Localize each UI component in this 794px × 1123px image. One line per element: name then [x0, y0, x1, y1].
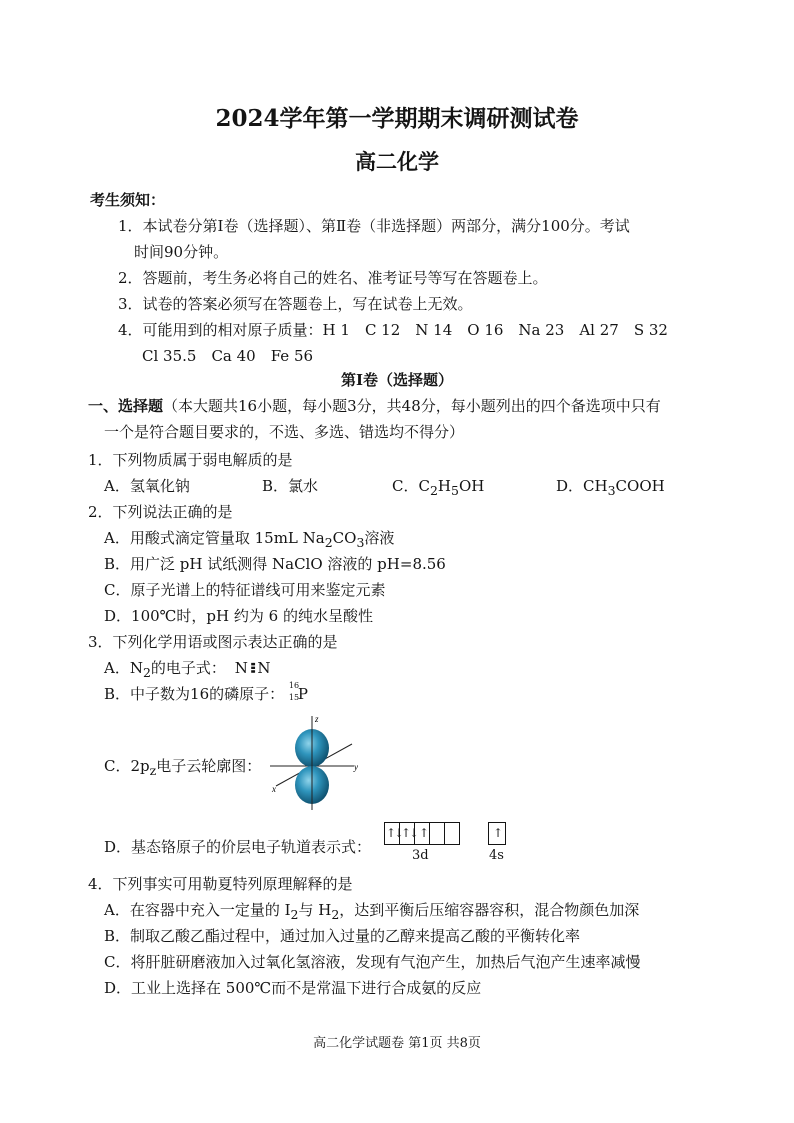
- orbital-box-3d-5: [445, 823, 460, 844]
- y-axis-label: y: [354, 762, 358, 772]
- q1-option-c: [392, 476, 484, 501]
- notice-text: 答题前，考生务必将自己的姓名、准考证号等写在答题卷上。: [142, 269, 548, 287]
- q1-c-text: OH: [458, 477, 485, 495]
- q3-a-sub: 2: [142, 665, 151, 680]
- q1-option-a: A．氢氧化钠: [104, 477, 190, 495]
- q4-stem: 4．下列事实可用勒夏特列原理解释的是: [88, 875, 353, 893]
- q3-a-text: 的电子式：: [150, 659, 226, 677]
- notice-text: 试卷的答案必须写在答题卷上，写在试卷上无效。: [142, 295, 473, 313]
- q1-d-sub: 3: [607, 483, 616, 498]
- arrow-up-down-icon: ↑↓: [401, 826, 418, 840]
- q1-c-sub: 2: [429, 483, 438, 498]
- q4-option-c: C．将肝脏研磨液加入过氧化氢溶液，发现有气泡产生，加热后气泡产生速率减慢: [104, 953, 641, 971]
- q1-d-text: D．CH: [556, 477, 608, 495]
- q1-option-b: B．氯水: [262, 477, 319, 495]
- q2-a-text: 溶液: [364, 529, 395, 547]
- notice-number: 4．: [118, 321, 143, 339]
- n2-electron-formula: [235, 659, 271, 677]
- q3-option-b: [104, 681, 311, 704]
- q3-option-a: [104, 658, 271, 683]
- q2-option-c: C．原子光谱上的特征谱线可用来鉴定元素: [104, 581, 386, 599]
- orbital-box-3d-1: [385, 823, 403, 844]
- notice-item-1: [118, 216, 630, 236]
- q2-stem: 2．下列说法正确的是: [88, 503, 233, 521]
- formula-dots: ⁝⁝: [249, 659, 254, 677]
- notice-number: 1．: [118, 217, 143, 235]
- q3-c-text: C．2p: [104, 757, 150, 775]
- q2-option-a: [104, 528, 394, 553]
- notice-item-4: [118, 320, 668, 340]
- q3-option-d: D．基态铬原子的价层电子轨道表示式：: [104, 838, 372, 856]
- notice-text: 可能用到的相对原子质量：H 1 C 12 N 14 O 16 Na 23 Al 27 S 32: [142, 321, 668, 339]
- q4-a-text: A．在容器中充入一定量的 I: [104, 901, 291, 919]
- exam-title: 2024学年第一学期期末调研测试卷: [215, 105, 579, 132]
- notice-item-3: [118, 294, 473, 314]
- q2-a-sub: 3: [356, 535, 365, 550]
- q4-option-b: B．制取乙酸乙酯过程中，通过加入过量的乙醇来提高乙酸的平衡转化率: [104, 927, 581, 945]
- z-axis-label: z: [315, 714, 319, 724]
- label-4s: 4s: [489, 848, 504, 863]
- notice-item-4-cont: Cl 35.5 Ca 40 Fe 56: [142, 347, 314, 365]
- q3-a-text: A．N: [104, 659, 143, 677]
- orbital-4s-box: [488, 822, 506, 845]
- q3-option-c: [104, 756, 261, 781]
- q1-option-d: [556, 476, 665, 501]
- notice-item-1-cont: 时间90分钟。: [134, 243, 229, 261]
- page-footer: 高二化学试题卷 第1页 共8页: [313, 1036, 481, 1051]
- section-heading-cont: 一个是符合题目要求的，不选、多选、错选均不得分）: [104, 423, 465, 441]
- arrow-up-icon: ↑: [493, 826, 502, 840]
- q3-c-sub: z: [149, 763, 157, 778]
- notice-number: 3．: [118, 295, 143, 313]
- notice-item-2: [118, 268, 548, 288]
- section-title: 第Ⅰ卷（选择题）: [340, 371, 454, 389]
- element-symbol: P: [297, 685, 308, 703]
- x-axis-label: x: [272, 784, 276, 794]
- q2-a-text: CO: [332, 529, 357, 547]
- arrow-up-down-icon: ↑↓: [386, 826, 403, 840]
- q1-c-sub: 5: [451, 483, 459, 498]
- phosphorus-nuclide: [288, 681, 311, 704]
- q3-b-text: B．中子数为16的磷原子：: [104, 685, 285, 703]
- atomic-number: 15: [288, 693, 300, 702]
- q4-option-d: D．工业上选择在 500℃而不是常温下进行合成氨的反应: [104, 979, 482, 997]
- q4-a-sub: 2: [331, 907, 340, 922]
- q1-c-text: C．C: [392, 477, 430, 495]
- q3-c-text: 电子云轮廓图：: [156, 757, 262, 775]
- orbital-box-3d-4: [430, 823, 445, 844]
- q4-a-sub: 2: [290, 907, 299, 922]
- q2-a-sub: 2: [324, 535, 333, 550]
- q4-a-text: 与 H: [298, 901, 332, 919]
- section-heading: [88, 396, 661, 416]
- q2-a-text: A．用酸式滴定管量取 15mL Na: [104, 529, 325, 547]
- q2-option-d: D．100℃时，pH 约为 6 的纯水呈酸性: [104, 607, 373, 625]
- notice-number: 2．: [118, 269, 143, 287]
- q2-option-b: B．用广泛 pH 试纸测得 NaClO 溶液的 pH=8.56: [104, 555, 446, 573]
- 2pz-orbital-diagram: [262, 712, 366, 812]
- q1-d-text: COOH: [615, 477, 665, 495]
- orbital-box-3d-2: [400, 823, 418, 844]
- q1-stem: 1．下列物质属于弱电解质的是: [88, 451, 293, 469]
- formula-n: N: [257, 659, 271, 677]
- section-heading-text: （本大题共16小题，每小题3分，共48分，每小题列出的四个备选项中只有: [163, 397, 661, 415]
- q1-c-text: H: [437, 477, 452, 495]
- arrow-up-icon: ↑: [419, 826, 428, 840]
- orbital-3d-boxes: [384, 822, 460, 845]
- notice-text: 本试卷分第Ⅰ卷（选择题）、第Ⅱ卷（非选择题）两部分，满分100分。考试: [142, 217, 630, 235]
- notice-heading: 考生须知：: [90, 191, 166, 209]
- q4-option-a: [104, 900, 639, 925]
- subject-title: 高二化学: [355, 149, 439, 174]
- section-heading-label: 一、选择题: [88, 397, 164, 415]
- q4-a-text: ，达到平衡后压缩容器容积，混合物颜色加深: [339, 901, 640, 919]
- formula-n: N: [234, 659, 248, 677]
- orbital-box-3d-3: [415, 823, 430, 844]
- q3-stem: 3．下列化学用语或图示表达正确的是: [88, 633, 338, 651]
- mass-number: 16: [288, 681, 300, 690]
- label-3d: 3d: [412, 848, 429, 863]
